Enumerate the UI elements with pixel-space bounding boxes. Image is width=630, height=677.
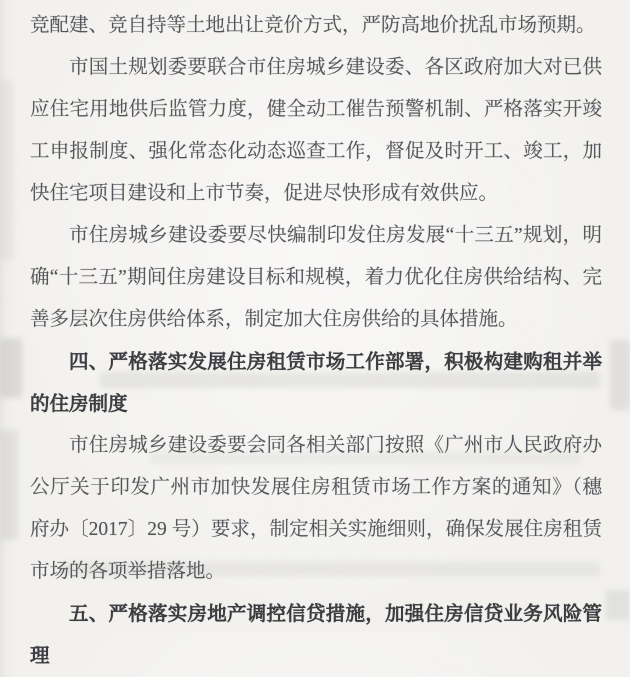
paragraph-13th-five-year-housing-plan: 市住房城乡建设委要尽快编制印发住房发展“十三五”规划，明确“十三五”期间住房建设目标和规模，着力优化住房供给结构、完善多层次住房供给体系，制定加大住房供给的具体措施。 — [30, 225, 602, 330]
paragraph-land-auction-continuation: 竞配建、竞自持等土地出让竞价方式，严防高地价扰乱市场预期。 — [30, 15, 596, 36]
paragraph-rental-market-implementation: 市住房城乡建设委要会同各相关部门按照《广州市人民政府办公厅关于印发广州市加快发展住房租赁市场工作方案的通知》（穗府办〔2017〕29 号）要求，制定相关实施细则，确保发展住房租赁市场的各项举措落地。 — [30, 435, 602, 582]
section-heading-5-credit-policy: 五、严格落实房地产调控信贷措施，加强住房信贷业务风险管理 — [30, 603, 602, 667]
paragraph-land-supply-supervision: 市国土规划委要联合市住房城乡建设委、各区政府加大对已供应住宅用地供后监管力度，健全动工催告预警机制、严格落实开竣工申报制度、强化常态化动态巡查工作，督促及时开工、竣工，加快住宅项目建设和上市节奏，促进尽快形成有效供应。 — [30, 57, 602, 204]
section-heading-4-rental-market: 四、严格落实发展住房租赁市场工作部署，积极构建购租并举的住房制度 — [30, 351, 602, 415]
